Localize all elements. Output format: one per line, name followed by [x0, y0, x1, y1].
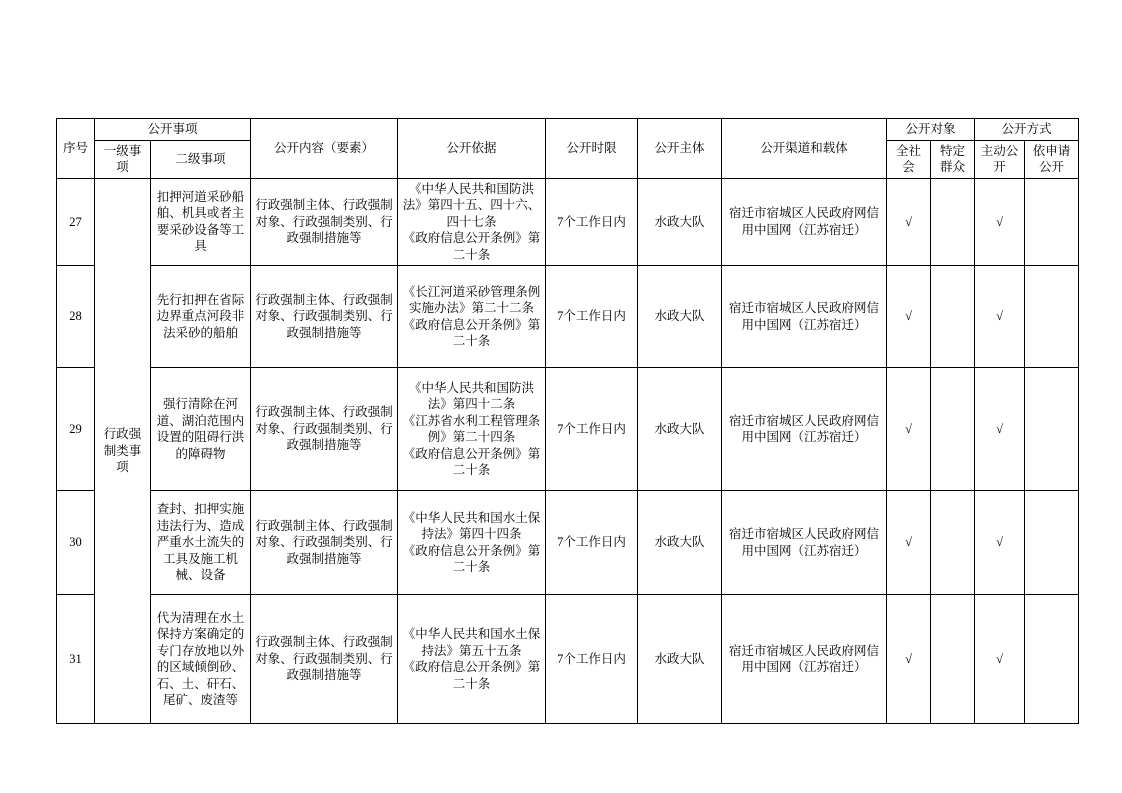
header-method-active: 主动公开 — [975, 140, 1025, 178]
cell-channel: 宿迁市宿城区人民政府网信用中国网（江苏宿迁） — [722, 491, 887, 595]
cell-subject: 水政大队 — [638, 491, 722, 595]
cell-method-apply — [1025, 368, 1079, 491]
cell-content: 行政强制主体、行政强制对象、行政强制类别、行政强制措施等 — [251, 368, 398, 491]
cell-audience-all: √ — [887, 491, 931, 595]
header-audience-specific: 特定群众 — [931, 140, 975, 178]
header-basis: 公开依据 — [398, 119, 546, 179]
table-row — [57, 368, 1079, 491]
cell-content: 行政强制主体、行政强制对象、行政强制类别、行政强制措施等 — [251, 491, 398, 595]
table-header-row-1 — [57, 119, 1079, 141]
header-level2: 二级事项 — [151, 140, 251, 178]
cell-audience-all: √ — [887, 595, 931, 724]
cell-channel: 宿迁市宿城区人民政府网信用中国网（江苏宿迁） — [722, 368, 887, 491]
cell-level2: 查封、扣押实施违法行为、造成严重水土流失的工具及施工机械、设备 — [151, 491, 251, 595]
table-row — [57, 595, 1079, 724]
cell-audience-all: √ — [887, 266, 931, 368]
cell-time-limit: 7个工作日内 — [546, 266, 638, 368]
cell-time-limit: 7个工作日内 — [546, 491, 638, 595]
table-row — [57, 266, 1079, 368]
cell-audience-all: √ — [887, 178, 931, 266]
header-subject: 公开主体 — [638, 119, 722, 179]
cell-content: 行政强制主体、行政强制对象、行政强制类别、行政强制措施等 — [251, 595, 398, 724]
header-matter-group: 公开事项 — [95, 119, 251, 141]
cell-method-apply — [1025, 595, 1079, 724]
header-content: 公开内容（要素） — [251, 119, 398, 179]
header-channel: 公开渠道和载体 — [722, 119, 887, 179]
cell-content: 行政强制主体、行政强制对象、行政强制类别、行政强制措施等 — [251, 266, 398, 368]
cell-method-apply — [1025, 178, 1079, 266]
cell-audience-specific — [931, 368, 975, 491]
cell-seq: 27 — [57, 178, 95, 266]
cell-basis: 《中华人民共和国水土保持法》第四十四条 《政府信息公开条例》第二十条 — [398, 491, 546, 595]
cell-subject: 水政大队 — [638, 266, 722, 368]
cell-content: 行政强制主体、行政强制对象、行政强制类别、行政强制措施等 — [251, 178, 398, 266]
header-method-group: 公开方式 — [975, 119, 1079, 141]
header-seq: 序号 — [57, 119, 95, 179]
cell-method-active: √ — [975, 368, 1025, 491]
table-row — [57, 491, 1079, 595]
cell-basis: 《中华人民共和国防洪法》第四十二条 《江苏省水利工程管理条例》第二十四条 《政府信息公开条例》第二十条 — [398, 368, 546, 491]
cell-time-limit: 7个工作日内 — [546, 595, 638, 724]
cell-subject: 水政大队 — [638, 595, 722, 724]
cell-seq: 31 — [57, 595, 95, 724]
cell-level2: 强行清除在河道、湖泊范围内设置的阻碍行洪的障碍物 — [151, 368, 251, 491]
cell-method-active: √ — [975, 491, 1025, 595]
table-row — [57, 178, 1079, 266]
cell-time-limit: 7个工作日内 — [546, 368, 638, 491]
disclosure-table — [56, 118, 1079, 724]
cell-time-limit: 7个工作日内 — [546, 178, 638, 266]
cell-level2: 代为清理在水土保持方案确定的专门存放地以外的区域倾倒砂、石、土、矸石、尾矿、废渣等 — [151, 595, 251, 724]
cell-subject: 水政大队 — [638, 368, 722, 491]
cell-level2: 扣押河道采砂船舶、机具或者主要采砂设备等工具 — [151, 178, 251, 266]
cell-method-active: √ — [975, 595, 1025, 724]
header-time-limit: 公开时限 — [546, 119, 638, 179]
cell-basis: 《中华人民共和国水土保持法》第五十五条 《政府信息公开条例》第二十条 — [398, 595, 546, 724]
cell-method-apply — [1025, 266, 1079, 368]
cell-channel: 宿迁市宿城区人民政府网信用中国网（江苏宿迁） — [722, 266, 887, 368]
header-audience-group: 公开对象 — [887, 119, 975, 141]
header-audience-all: 全社会 — [887, 140, 931, 178]
cell-method-active: √ — [975, 178, 1025, 266]
cell-audience-specific — [931, 595, 975, 724]
cell-audience-specific — [931, 266, 975, 368]
cell-subject: 水政大队 — [638, 178, 722, 266]
cell-basis: 《长江河道采砂管理条例实施办法》第二十二条 《政府信息公开条例》第二十条 — [398, 266, 546, 368]
header-method-apply: 依申请公开 — [1025, 140, 1079, 178]
cell-channel: 宿迁市宿城区人民政府网信用中国网（江苏宿迁） — [722, 178, 887, 266]
disclosure-table-wrap — [56, 118, 1071, 724]
cell-seq: 29 — [57, 368, 95, 491]
cell-level1: 行政强制类事项 — [95, 178, 151, 724]
cell-channel: 宿迁市宿城区人民政府网信用中国网（江苏宿迁） — [722, 595, 887, 724]
cell-level2: 先行扣押在省际边界重点河段非法采砂的船舶 — [151, 266, 251, 368]
cell-seq: 30 — [57, 491, 95, 595]
cell-method-apply — [1025, 491, 1079, 595]
cell-audience-specific — [931, 491, 975, 595]
cell-audience-all: √ — [887, 368, 931, 491]
cell-basis: 《中华人民共和国防洪法》第四十五、四十六、四十七条 《政府信息公开条例》第二十条 — [398, 178, 546, 266]
header-level1: 一级事项 — [95, 140, 151, 178]
cell-method-active: √ — [975, 266, 1025, 368]
cell-seq: 28 — [57, 266, 95, 368]
cell-audience-specific — [931, 178, 975, 266]
